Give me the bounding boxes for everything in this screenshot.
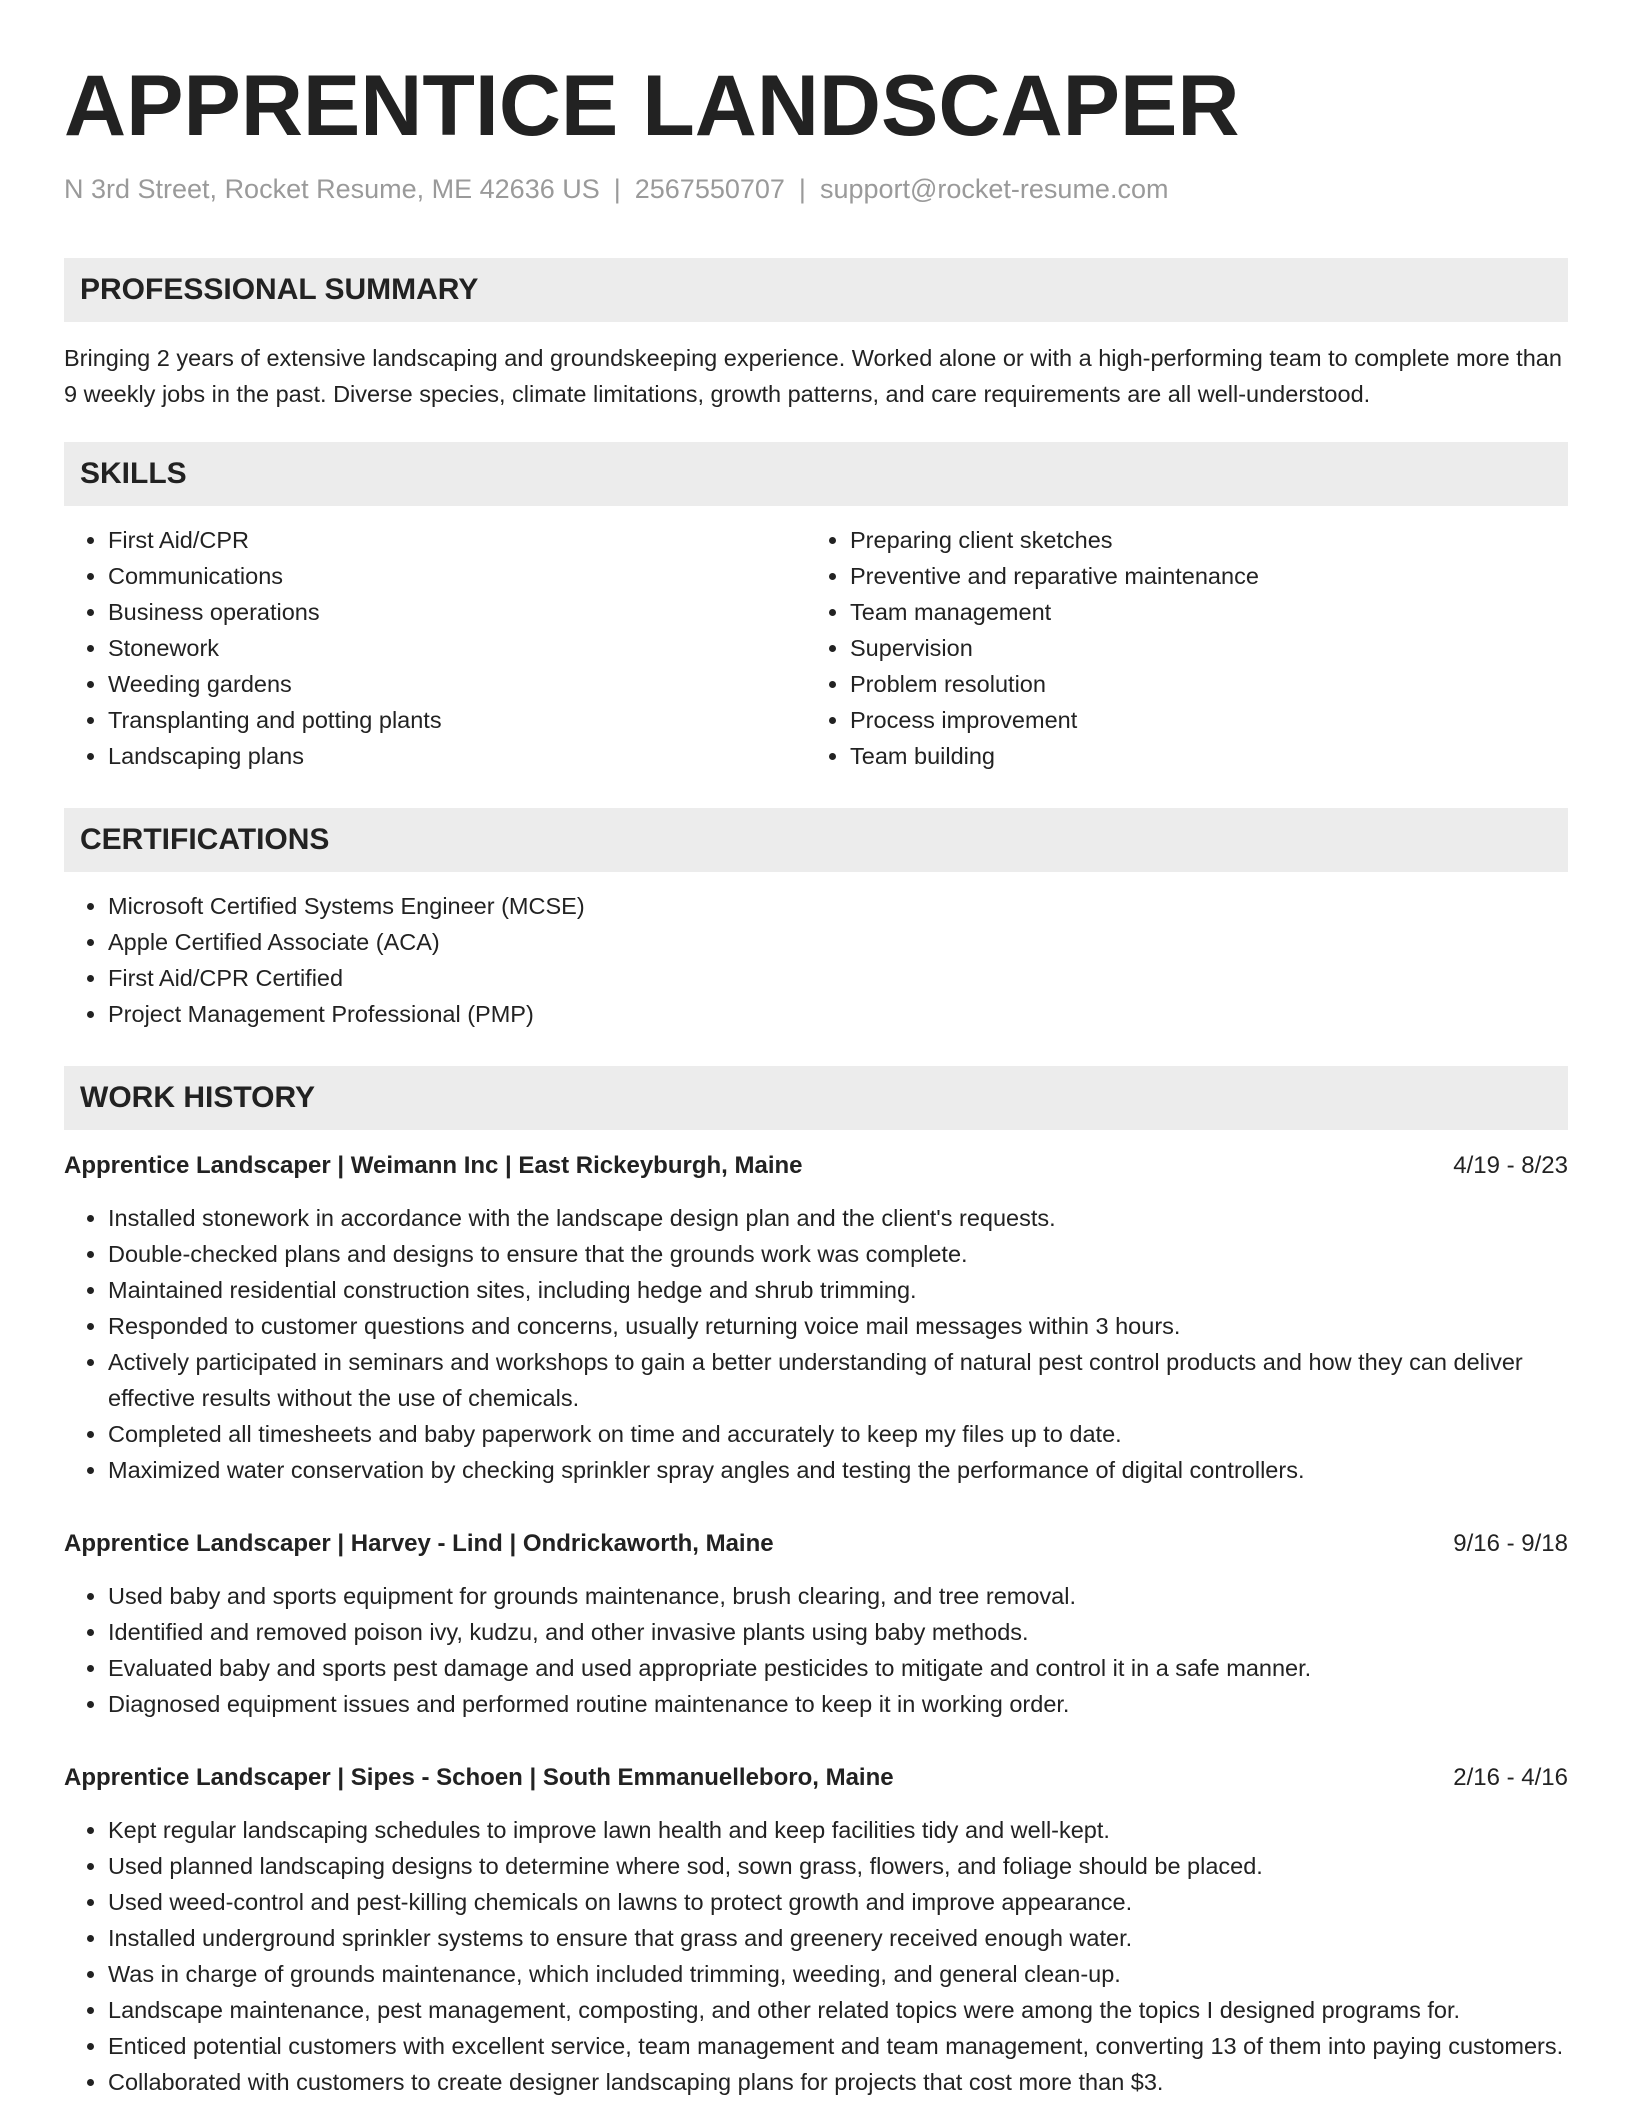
skill-item: • Problem resolution [850,666,1548,702]
certification-item: • Project Management Professional (PMP) [108,996,1568,1032]
section-header-certifications: CERTIFICATIONS [64,808,1568,872]
job-duty: • Collaborated with customers to create designer landscaping plans for projects that cost more than $3. [108,2064,1568,2100]
skill-item: • Supervision [850,630,1548,666]
skill-item: • First Aid/CPR [108,522,806,558]
job-duty: • Completed all timesheets and baby paperwork on time and accurately to keep my files up to date. [108,1416,1568,1452]
job-duty: • Responded to customer questions and concerns, usually returning voice mail messages within 3 hours. [108,1308,1568,1344]
job-duty: • Was in charge of grounds maintenance, which included trimming, weeding, and general clean-up. [108,1956,1568,1992]
job-dates: 4/19 - 8/23 [1453,1152,1568,1179]
job-duty: • Kept regular landscaping schedules to improve lawn health and keep facilities tidy and well-kept. [108,1812,1568,1848]
candidate-name: APPRENTICE LANDSCAPER [64,58,1240,154]
contact-line [64,172,1568,206]
job-duty: • Used weed-control and pest-killing chemicals on lawns to protect growth and improve appearance. [108,1884,1568,1920]
skills-list-left [64,522,806,774]
job-heading: Apprentice Landscaper | Harvey - Lind | Ondrickaworth, Maine [64,1530,774,1557]
job-heading-line [64,1148,1568,1184]
contact-email: support@rocket-resume.com [819,174,1169,204]
contact-phone: 2567550707 [634,174,785,204]
job-duty: • Identified and removed poison ivy, kudzu, and other invasive plants using baby methods. [108,1614,1568,1650]
job-dates: 2/16 - 4/16 [1453,1764,1568,1791]
summary-text: Bringing 2 years of extensive landscaping and groundskeeping experience. Worked alone or with a high-performing team to complete more than 9 weekly jobs in the past. Diverse species, climate limitations, growth patterns, and care requirements are all well-understood. [64,345,1562,407]
skill-item: • Process improvement [850,702,1548,738]
certifications-list [64,888,1568,1032]
job-heading: Apprentice Landscaper | Sipes - Schoen | South Emmanuelleboro, Maine [64,1764,894,1791]
section-header-skills: SKILLS [64,442,1568,506]
job-duty: • Used baby and sports equipment for grounds maintenance, brush clearing, and tree removal. [108,1578,1568,1614]
certification-item: • First Aid/CPR Certified [108,960,1568,996]
skill-item: • Weeding gardens [108,666,806,702]
contact-separator: | [798,174,806,204]
certification-item: • Microsoft Certified Systems Engineer (MCSE) [108,888,1568,924]
contact-separator: | [613,174,621,204]
job-duty: • Diagnosed equipment issues and performed routine maintenance to keep it in working order. [108,1686,1568,1722]
job-duty: • Maximized water conservation by checking sprinkler spray angles and testing the performance of digital controllers. [108,1452,1568,1488]
section-header-summary: PROFESSIONAL SUMMARY [64,258,1568,322]
job-duties-list [64,1812,1568,2100]
job-duty: • Maintained residential construction sites, including hedge and shrub trimming. [108,1272,1568,1308]
resume-page [64,0,1568,2100]
job-duty: • Evaluated baby and sports pest damage and used appropriate pesticides to mitigate and control it in a safe manner. [108,1650,1568,1686]
job-duty: • Landscape maintenance, pest management, composting, and other related topics were among the topics I designed programs for. [108,1992,1568,2028]
skill-item: • Preventive and reparative maintenance [850,558,1548,594]
job-heading: Apprentice Landscaper | Weimann Inc | East Rickeyburgh, Maine [64,1152,803,1179]
skills-columns [64,522,1568,774]
job-entry [64,1760,1568,2100]
job-duty: • Double-checked plans and designs to ensure that the grounds work was complete. [108,1236,1568,1272]
skill-item: • Transplanting and potting plants [108,702,806,738]
certification-item: • Apple Certified Associate (ACA) [108,924,1568,960]
job-dates: 9/16 - 9/18 [1453,1530,1568,1557]
skill-item: • Landscaping plans [108,738,806,774]
skill-item: • Team building [850,738,1548,774]
job-duty: • Actively participated in seminars and workshops to gain a better understanding of natural pest control products and how they can deliver effective results without the use of chemicals. [108,1344,1568,1416]
job-duties-list [64,1578,1568,1722]
job-heading-line [64,1526,1568,1562]
job-duty: • Installed underground sprinkler systems to ensure that grass and greenery received enough water. [108,1920,1568,1956]
skill-item: • Business operations [108,594,806,630]
job-entry [64,1526,1568,1722]
skill-item: • Team management [850,594,1548,630]
skill-item: • Preparing client sketches [850,522,1548,558]
job-entry [64,1148,1568,1488]
job-duty: • Installed stonework in accordance with the landscape design plan and the client's requests. [108,1200,1568,1236]
job-duty: • Enticed potential customers with excellent service, team management and team management, converting 13 of them into paying customers. [108,2028,1568,2064]
job-duties-list [64,1200,1568,1488]
job-duty: • Used planned landscaping designs to determine where sod, sown grass, flowers, and foliage should be placed. [108,1848,1568,1884]
skill-item: • Communications [108,558,806,594]
contact-address: N 3rd Street, Rocket Resume, ME 42636 US [64,174,600,204]
skill-item: • Stonework [108,630,806,666]
section-header-work-history: WORK HISTORY [64,1066,1568,1130]
job-heading-line [64,1760,1568,1796]
skills-list-right [806,522,1548,774]
